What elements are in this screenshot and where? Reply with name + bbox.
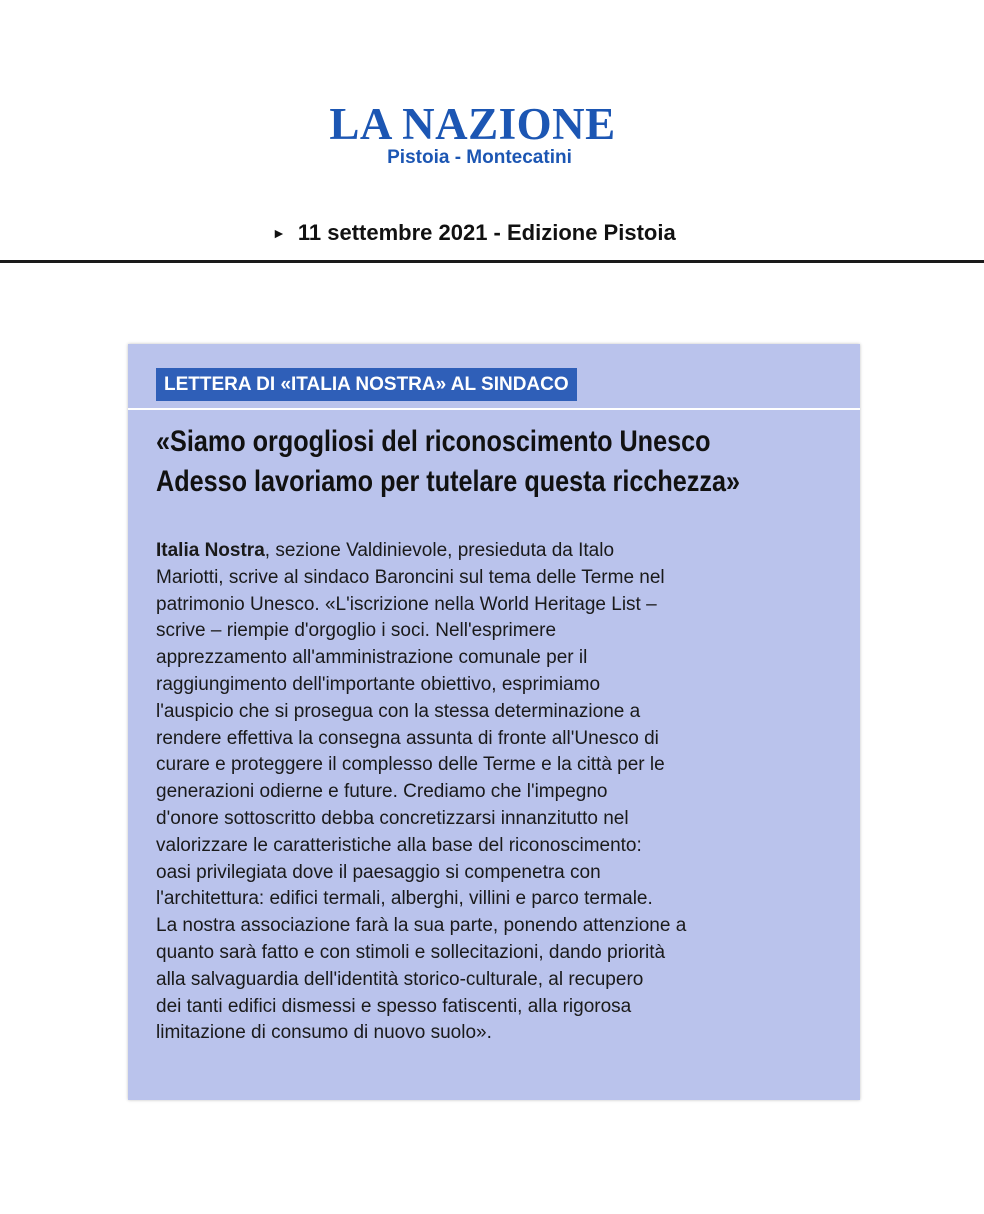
newspaper-logo: LA NAZIONE — [329, 99, 616, 149]
body-line: l'architettura: edifici termali, alberghi, villini e parco termale. — [156, 888, 653, 910]
body-line: limitazione di consumo di nuovo suolo». — [156, 1022, 492, 1044]
body-line: Mariotti, scrive al sindaco Baroncini sul tema delle Terme nel — [156, 566, 665, 588]
article-kicker: LETTERA DI «ITALIA NOSTRA» AL SINDACO — [156, 368, 577, 401]
body-line: l'auspicio che si prosegua con la stessa determinazione a — [156, 700, 641, 722]
body-line: quanto sarà fatto e con stimoli e sollecitazioni, dando priorità — [156, 941, 666, 963]
body-line: alla salvaguardia dell'identità storico-culturale, al recupero — [156, 968, 644, 990]
body-line: dei tanti edifici dismessi e spesso fatiscenti, alla rigorosa — [156, 995, 632, 1017]
body-line: rendere effettiva la consegna assunta di fronte all'Unesco di — [156, 727, 659, 749]
arrow-right-icon: ► — [272, 225, 286, 241]
newspaper-edition-subtitle: Pistoia - Montecatini — [387, 147, 572, 168]
headline-line: «Siamo orgogliosi del riconoscimento Unesco — [156, 425, 711, 458]
article-lead: Italia Nostra — [156, 540, 265, 561]
header-divider — [0, 260, 984, 263]
body-line: La nostra associazione farà la sua parte, ponendo attenzione a — [156, 915, 687, 937]
body-line: generazioni odierne e future. Crediamo che l'impegno — [156, 781, 608, 803]
body-line: patrimonio Unesco. «L'iscrizione nella World Heritage List – — [156, 593, 657, 615]
body-line: curare e proteggere il complesso delle Terme e la città per le — [156, 754, 665, 776]
article-body — [156, 538, 856, 1047]
body-line: raggiungimento dell'importante obiettivo, esprimiamo — [156, 673, 601, 695]
newspaper-masthead — [300, 100, 645, 168]
body-line: d'onore sottoscritto debba concretizzarsi innanzitutto nel — [156, 807, 629, 829]
article-headline — [156, 422, 741, 502]
body-text: , sezione Valdinievole, presieduta da Italo — [264, 540, 615, 561]
body-line: valorizzare le caratteristiche alla base del riconoscimento: — [156, 834, 642, 856]
dateline — [272, 220, 676, 246]
body-line — [156, 538, 856, 565]
article-clipping — [128, 344, 860, 1100]
body-line: apprezzamento all'amministrazione comunale per il — [156, 647, 588, 669]
kicker-divider — [128, 408, 860, 410]
body-line: scrive – riempie d'orgoglio i soci. Nell'esprimere — [156, 620, 557, 642]
headline-line: Adesso lavoriamo per tutelare questa ricchezza» — [156, 465, 741, 498]
body-line: oasi privilegiata dove il paesaggio si compenetra con — [156, 861, 601, 883]
dateline-text: 11 settembre 2021 - Edizione Pistoia — [297, 220, 676, 245]
